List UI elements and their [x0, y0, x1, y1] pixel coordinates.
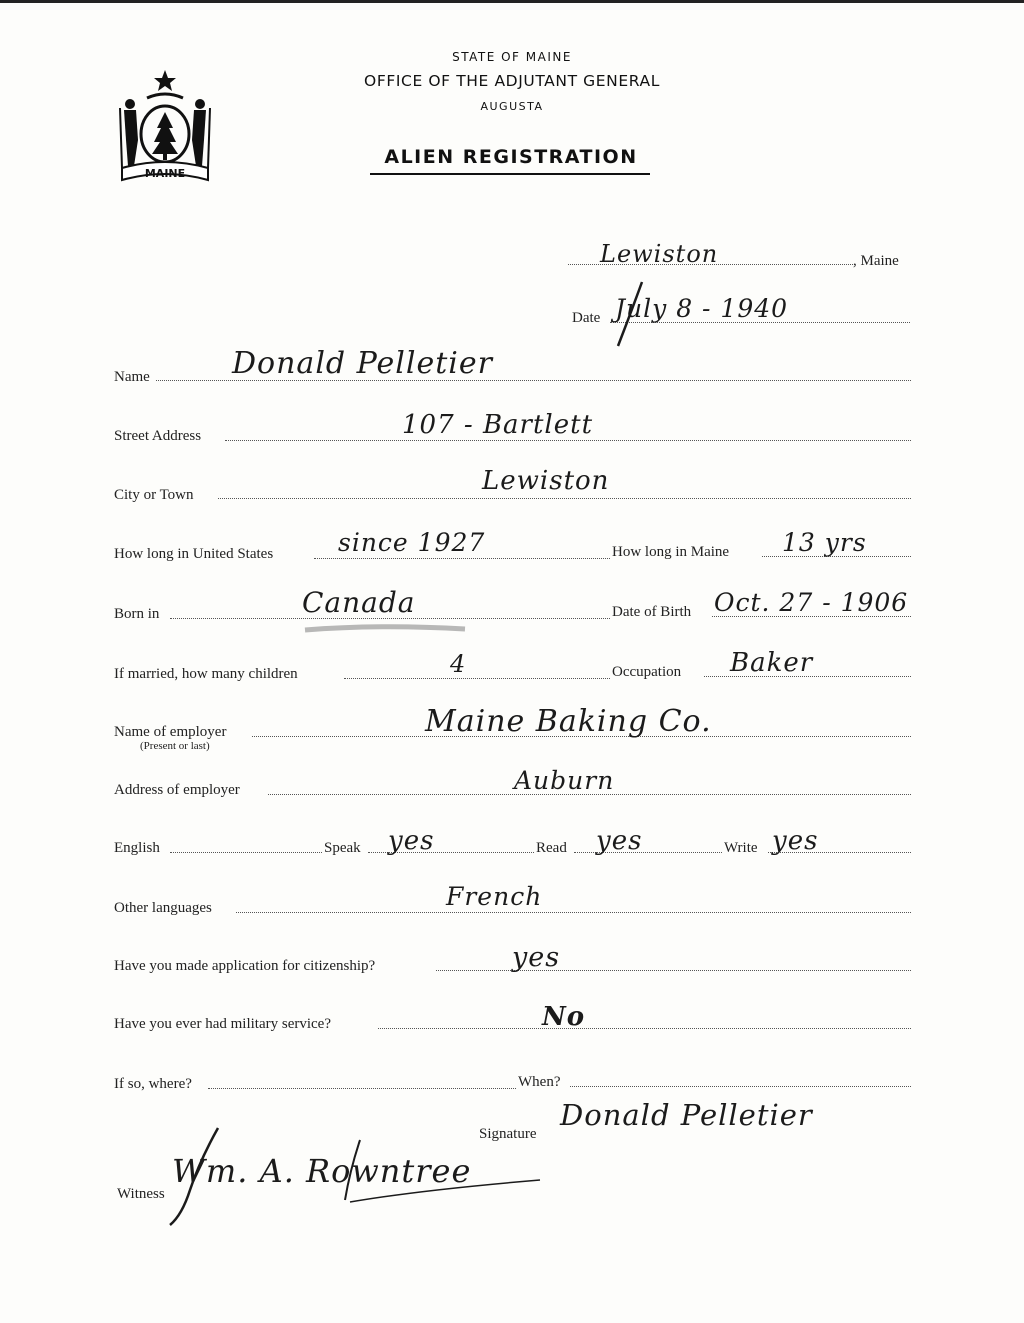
city-label: City or Town: [114, 487, 194, 503]
date-label: Date: [572, 310, 601, 326]
employer-address-entry[interactable]: Auburn: [514, 766, 615, 795]
how-long-maine-entry[interactable]: 13 yrs: [782, 528, 867, 557]
read-label: Read: [536, 840, 567, 856]
write-entry[interactable]: yes: [772, 826, 819, 856]
how-long-maine-label: How long in Maine: [612, 544, 730, 560]
born-in-entry[interactable]: Canada: [302, 586, 416, 619]
speak-label: Speak: [324, 840, 361, 856]
other-languages-entry[interactable]: French: [446, 882, 543, 911]
maine-label: , Maine: [853, 253, 899, 269]
seal-label: MAINE: [144, 167, 186, 180]
street-address-line: [225, 440, 911, 441]
born-in-label: Born in: [114, 606, 160, 622]
read-entry[interactable]: yes: [596, 826, 643, 856]
citizenship-entry[interactable]: yes: [512, 942, 561, 973]
other-languages-label: Other languages: [114, 900, 212, 916]
employer-address-label: Address of employer: [114, 782, 240, 798]
if-so-where-line: [208, 1088, 516, 1089]
employer-name-entry[interactable]: Maine Baking Co.: [425, 704, 712, 739]
date-entry[interactable]: July 8 - 1940: [615, 294, 789, 323]
date-of-birth-label: Date of Birth: [612, 604, 692, 620]
occupation-entry[interactable]: Baker: [730, 648, 814, 678]
when-label: When?: [518, 1074, 561, 1090]
date-of-birth-entry[interactable]: Oct. 27 - 1906: [714, 588, 909, 617]
witness-entry[interactable]: Wm. A. Rowntree: [172, 1152, 472, 1190]
children-label: If married, how many children: [114, 666, 298, 682]
signature-entry[interactable]: Donald Pelletier: [560, 1098, 813, 1132]
english-line: [170, 852, 322, 853]
employer-name-note: (Present or last): [140, 740, 210, 752]
other-languages-line: [236, 912, 911, 913]
date-flourish: [610, 280, 670, 350]
write-label: Write: [724, 840, 758, 856]
military-entry[interactable]: No: [542, 1002, 586, 1032]
top-border: [0, 0, 1024, 3]
how-long-us-line: [314, 558, 610, 559]
military-label: Have you ever had military service?: [114, 1016, 331, 1032]
children-entry[interactable]: 4: [450, 650, 467, 678]
witness-label: Witness: [117, 1186, 165, 1202]
form-title: ALIEN REGISTRATION: [384, 146, 638, 168]
english-label: English: [114, 840, 160, 856]
maine-seal-icon: [112, 68, 218, 190]
citizenship-label: Have you made application for citizenship?: [114, 958, 376, 974]
witness-flourish: [160, 1120, 560, 1230]
street-address-entry[interactable]: 107 - Bartlett: [402, 410, 594, 440]
name-entry[interactable]: Donald Pelletier: [232, 346, 493, 381]
when-line: [570, 1086, 911, 1087]
header-state: STATE OF MAINE: [452, 50, 572, 64]
born-in-smudge: [300, 622, 470, 638]
street-address-label: Street Address: [114, 428, 202, 444]
header-office: OFFICE OF THE ADJUTANT GENERAL: [364, 72, 660, 90]
occupation-label: Occupation: [612, 664, 682, 680]
title-underline: [370, 173, 650, 175]
citizenship-line: [436, 970, 911, 971]
how-long-us-label: How long in United States: [114, 546, 274, 562]
how-long-us-entry[interactable]: since 1927: [338, 528, 486, 557]
children-line: [344, 678, 610, 679]
town-entry[interactable]: Lewiston: [600, 240, 719, 268]
city-line: [218, 498, 911, 499]
name-label: Name: [114, 369, 150, 385]
military-line: [378, 1028, 911, 1029]
city-entry[interactable]: Lewiston: [482, 466, 610, 496]
if-so-where-label: If so, where?: [114, 1076, 192, 1092]
employer-name-label: Name of employer: [114, 724, 227, 740]
signature-label: Signature: [479, 1126, 537, 1142]
header-city: AUGUSTA: [480, 100, 544, 113]
speak-entry[interactable]: yes: [388, 826, 435, 856]
